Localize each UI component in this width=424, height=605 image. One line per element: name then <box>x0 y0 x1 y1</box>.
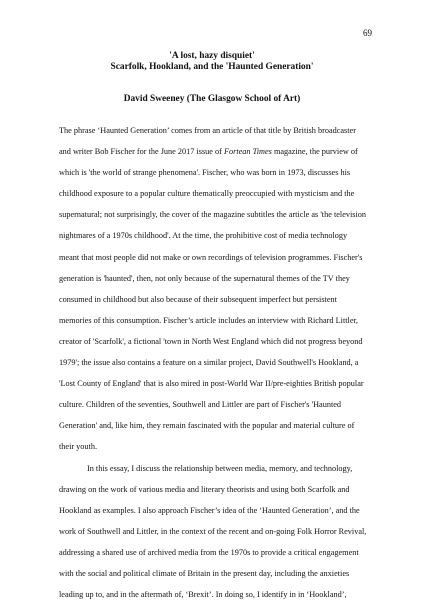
text-line: The phrase ‘Haunted Generation’ comes from an article of that title by British broadcaster <box>59 120 385 141</box>
page-number: 69 <box>363 28 372 38</box>
text-line: nightmares of a 1970s childhood'. At the time, the prohibitive cost of media technology <box>59 225 385 246</box>
paragraph-1 <box>59 120 385 458</box>
text-line: 1979'; the issue also contains a feature on a similar project, David Southwell's Hookland, a <box>59 352 385 373</box>
text-line: Generation' and, like him, they remain fascinated with the popular and material culture of <box>59 415 385 436</box>
title-line-2: Scarfolk, Hookland, and the 'Haunted Generation' <box>0 62 424 73</box>
text-line: creator of 'Scarfolk', a fictional 'town in North West England which did not progress beyond <box>59 331 385 352</box>
text-line: In this essay, I discuss the relationship between media, memory, and technology, <box>59 458 385 479</box>
title-line-1: 'A lost, hazy disquiet' <box>0 51 424 62</box>
paragraph-2 <box>59 458 385 605</box>
magazine-title: Fortean Times <box>224 147 272 156</box>
author-byline: David Sweeney (The Glasgow School of Art) <box>0 94 424 104</box>
text-line: culture. Children of the seventies, Southwell and Littler are part of Fischer's 'Haunted <box>59 394 385 415</box>
text-line: which is 'the world of strange phenomena'. Fischer, who was born in 1973, discusses his <box>59 162 385 183</box>
article-body <box>59 120 385 605</box>
text-line: their youth. <box>59 436 385 457</box>
text-line: work of Southwell and Littler, in the context of the recent and on-going Folk Horror Revival, <box>59 521 385 542</box>
text-line: Hookland as examples. I also approach Fischer’s idea of the ‘Haunted Generation’, and the <box>59 500 385 521</box>
text-line <box>59 141 385 162</box>
text-line: with the social and political climate of Britain in the present day, including the anxieties <box>59 563 385 584</box>
text-line: generation is 'haunted', then, not only because of the supernatural themes of the TV they <box>59 268 385 289</box>
text-segment: and writer Bob Fischer for the June 2017 issue of <box>59 147 224 156</box>
text-segment: magazine, the purview of <box>272 147 358 156</box>
article-title <box>0 51 424 73</box>
text-line: 'Lost County of England' that is also mired in post-World War II/pre-eighties British popular <box>59 373 385 394</box>
text-line: supernatural; not surprisingly, the cover of the magazine subtitles the article as 'the television <box>59 204 385 225</box>
text-line: childhood exposure to a popular culture thematically preoccupied with mysticism and the <box>59 183 385 204</box>
text-line: meant that most people did not make or own recordings of television programmes. Fischer's <box>59 247 385 268</box>
text-line: memories of this consumption. Fischer’s article includes an interview with Richard Littler, <box>59 310 385 331</box>
text-line: drawing on the work of various media and literary theorists and using both Scarfolk and <box>59 479 385 500</box>
text-line: leading up to, and in the aftermath of, ‘Brexit’. In doing so, I identify in in ‘Hookland’, <box>59 584 385 605</box>
text-line: consumed in childhood but also because of their subsequent imperfect but persistent <box>59 289 385 310</box>
text-line: addressing a shared use of archived media from the 1970s to provide a critical engagement <box>59 542 385 563</box>
